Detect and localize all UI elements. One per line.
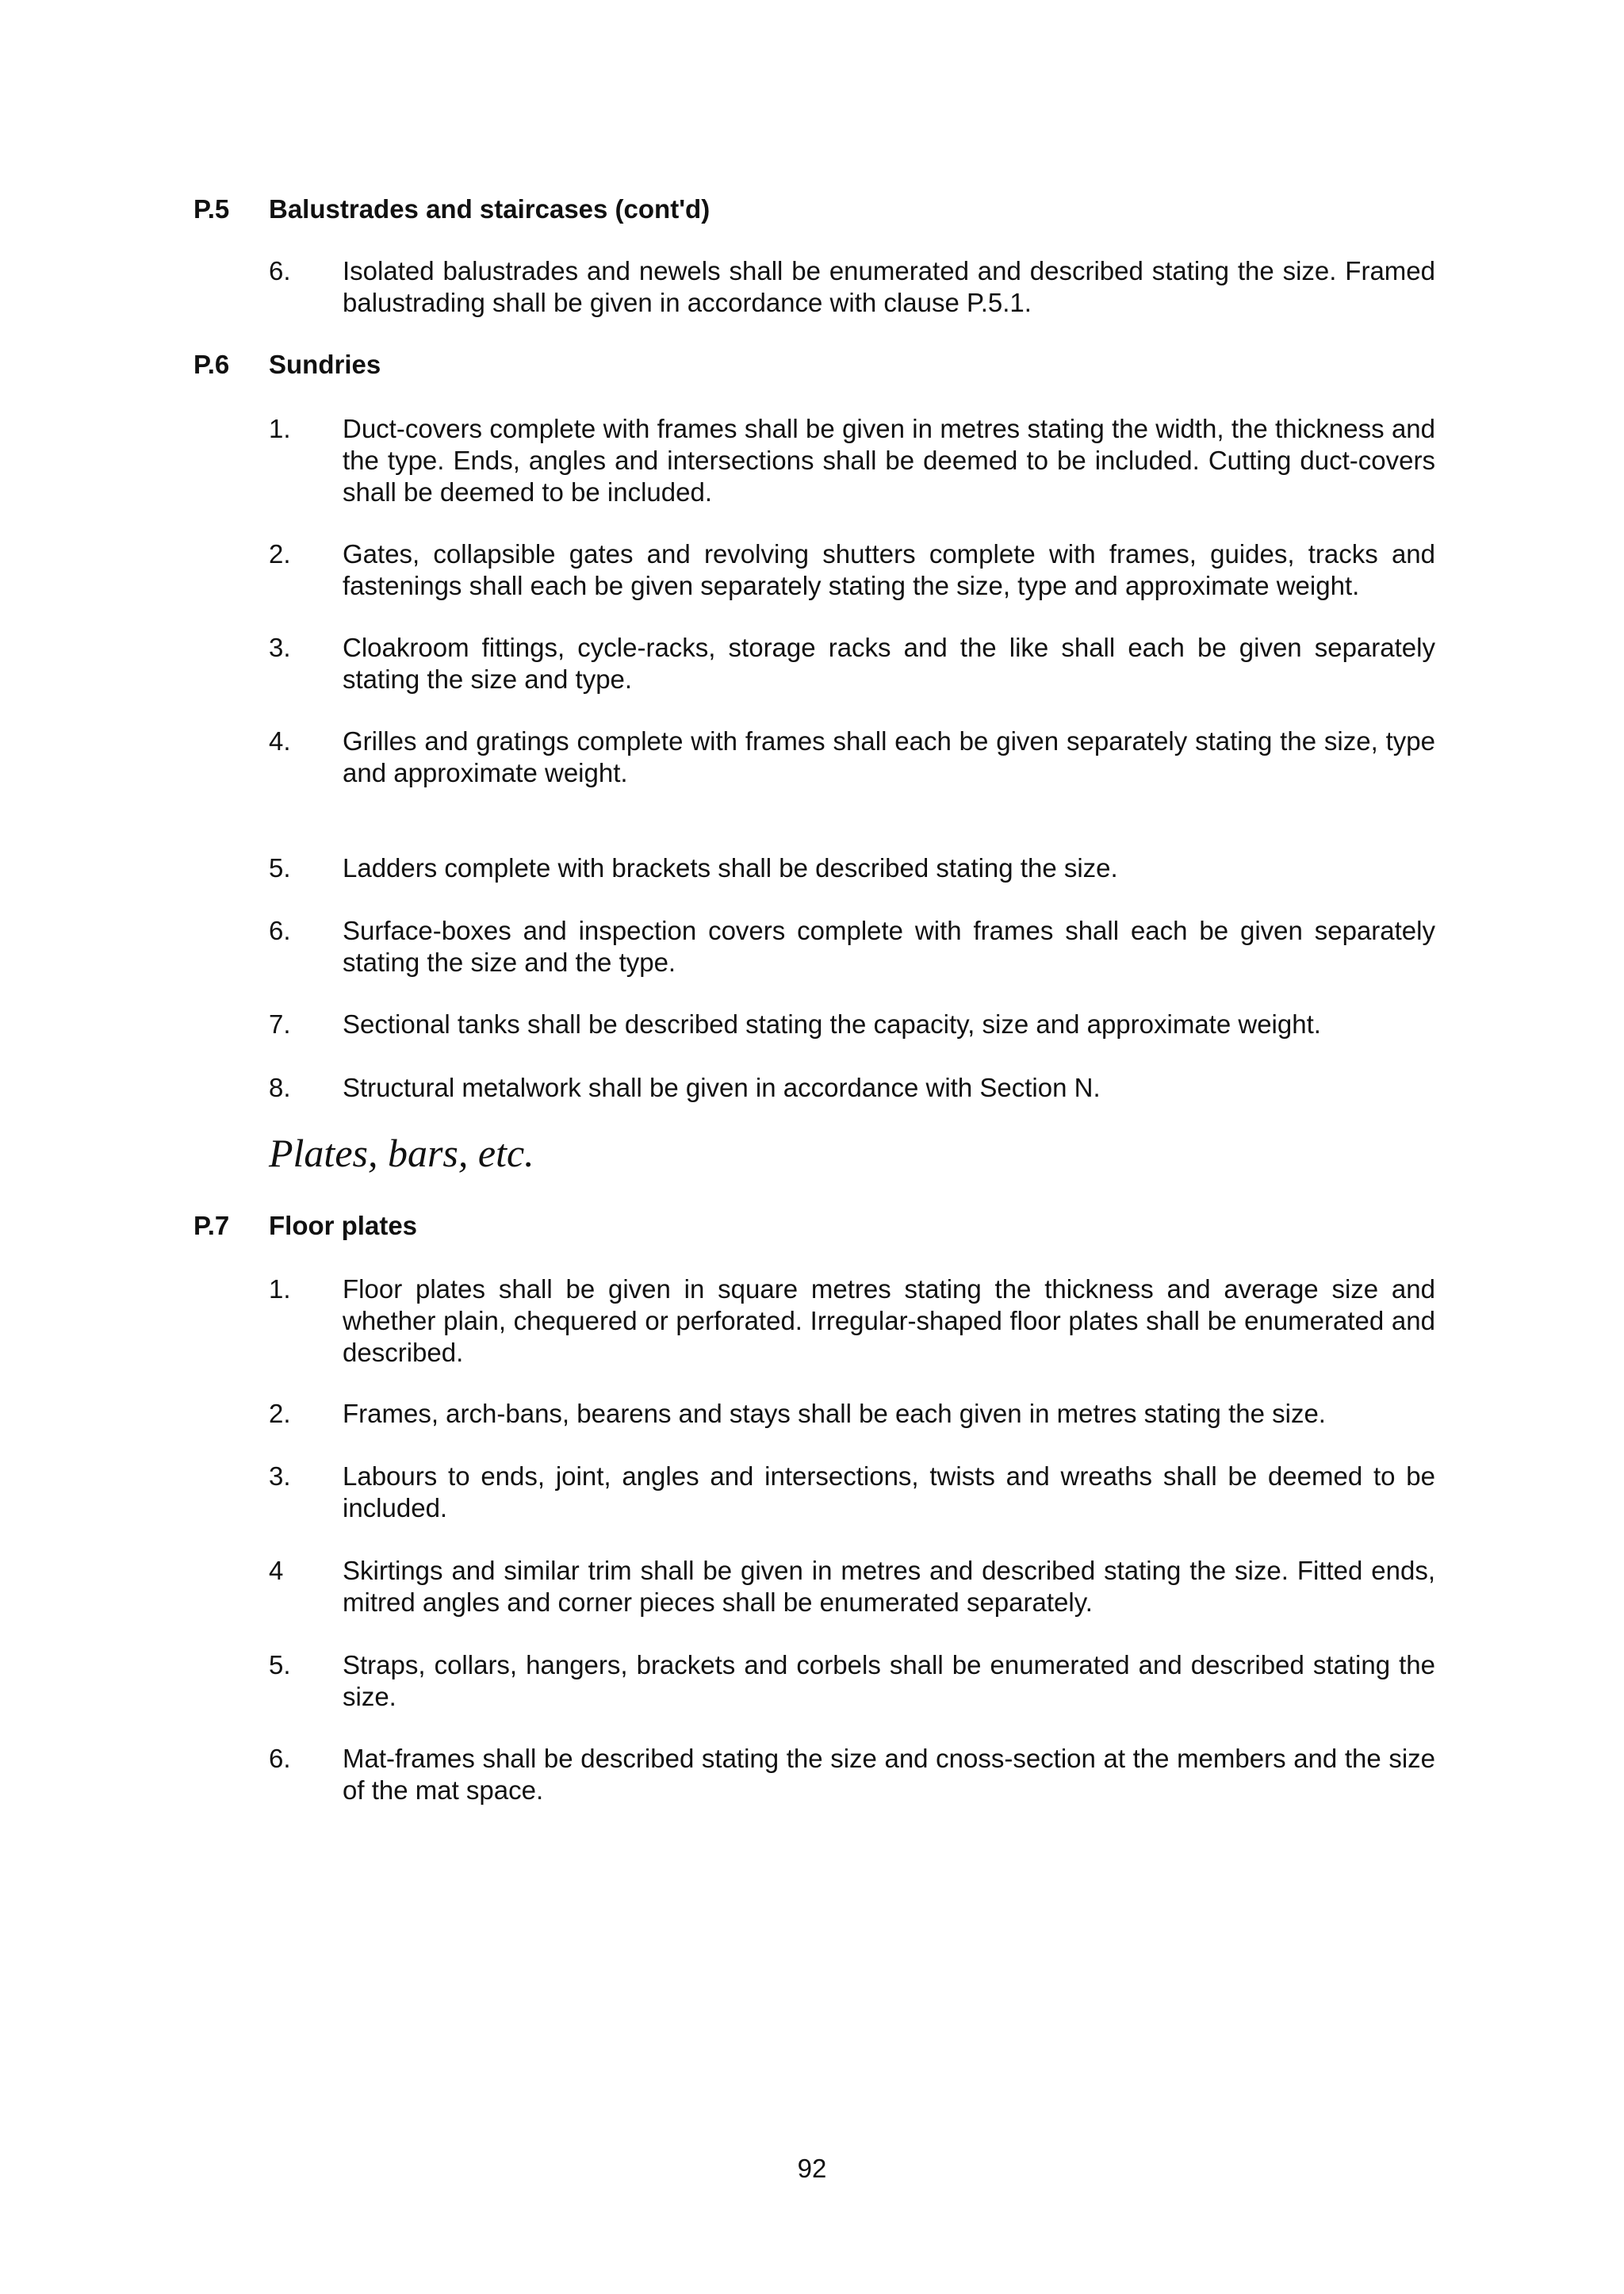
section-p6 [0,346,1624,384]
section-title: Balustrades and staircases (cont'd) [269,194,710,224]
section-heading [0,190,1624,228]
section-number: P.6 [193,350,230,379]
clause-number: 5. [269,1650,291,1679]
section-number: P.7 [193,1211,230,1240]
clause-number: 2. [269,1399,291,1428]
clause-number: 7. [269,1009,291,1039]
section-number: P.5 [193,194,230,224]
clause-number: 2. [269,539,291,569]
clause-text: Cloakroom fittings, cycle-racks, storage racks and the like shall each be given separately stating the size and type. [343,633,1435,694]
clause-text: Ladders complete with brackets shall be described stating the size. [343,853,1118,883]
clause-text: Isolated balustrades and newels shall be enumerated and described stating the size. Framed balustrading shall be given in accordance with clause P.5.1. [343,256,1435,317]
subheading: Plates, bars, etc. [269,1131,534,1175]
clause-text: Duct-covers complete with frames shall be given in metres stating the width, the thickness and the type. Ends, angles and intersections shall be deemed to be included. Cutting duct-covers shall be deemed to be included. [343,414,1435,507]
clause-text: Grilles and gratings complete with frames shall each be given separately stating the size, type and approximate weight. [343,726,1435,787]
clause-number: 4. [269,726,291,756]
clause-number: 1. [269,414,291,443]
clause-text: Skirtings and similar trim shall be given in metres and described stating the size. Fitted ends, mitred angles and corner pieces shall be enumerated separately. [343,1556,1435,1617]
clause-number: 6. [269,256,291,285]
clause-text: Gates, collapsible gates and revolving shutters complete with frames, guides, tracks and fastenings shall each be given separately stating the size, type and approximate weight. [343,539,1435,600]
section-heading [0,346,1624,384]
clause-text: Frames, arch-bans, bearens and stays shall be each given in metres stating the size. [343,1399,1326,1428]
clause-number: 5. [269,853,291,883]
clause-text: Structural metalwork shall be given in accordance with Section N. [343,1073,1101,1102]
clause-number: 6. [269,916,291,945]
clause-number: 6. [269,1744,291,1773]
section-p7 [0,1207,1624,1245]
clause-text: Floor plates shall be given in square metres stating the thickness and average size and whether plain, chequered or perforated. Irregular-shaped floor plates shall be enumerated and described. [343,1274,1435,1367]
clause-number: 3. [269,633,291,662]
clause-text: Straps, collars, hangers, brackets and corbels shall be enumerated and described stating the size. [343,1650,1435,1711]
clause-text: Sectional tanks shall be described stating the capacity, size and approximate weight. [343,1009,1321,1039]
section-title: Sundries [269,350,381,379]
section-p5 [0,190,1624,228]
clause-number: 1. [269,1274,291,1304]
clause-number: 8. [269,1073,291,1102]
section-title: Floor plates [269,1211,418,1240]
clause-number: 4 [269,1556,284,1585]
clause-text: Surface-boxes and inspection covers complete with frames shall each be given separately stating the size and the type. [343,916,1435,977]
clause-text: Labours to ends, joint, angles and intersections, twists and wreaths shall be deemed to be included. [343,1461,1435,1522]
clause-number: 3. [269,1461,291,1491]
section-heading [0,1207,1624,1245]
clause-text: Mat-frames shall be described stating the size and cnoss-section at the members and the size of the mat space. [343,1744,1435,1805]
page-number: 92 [797,2154,827,2183]
